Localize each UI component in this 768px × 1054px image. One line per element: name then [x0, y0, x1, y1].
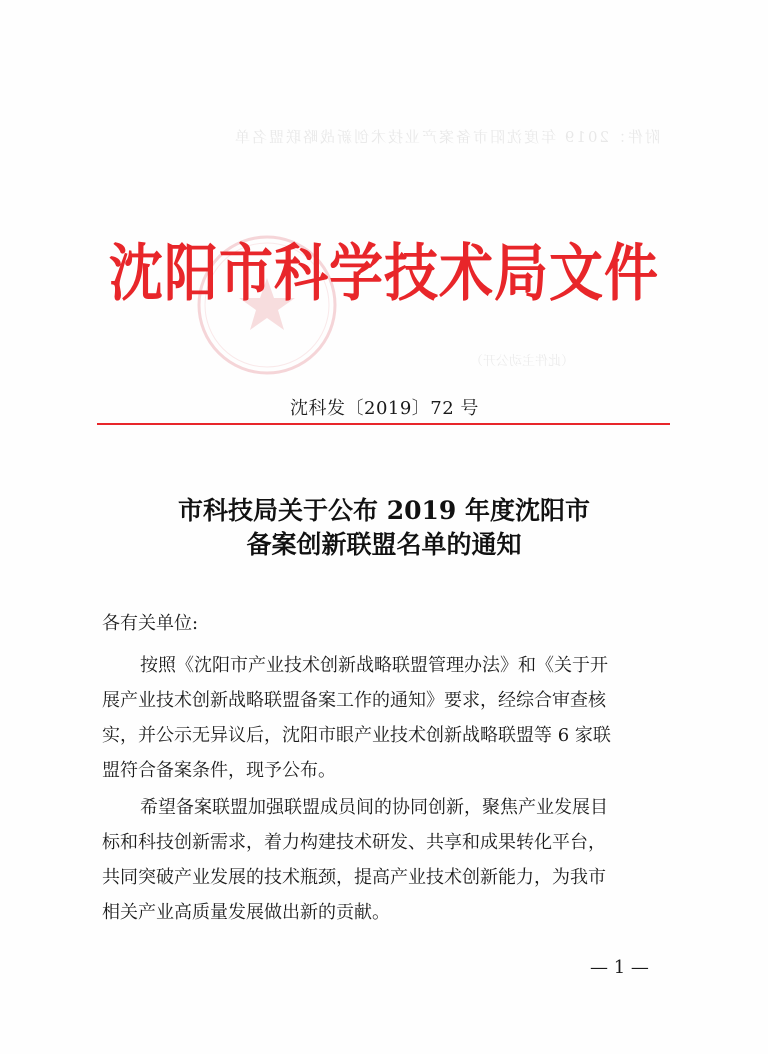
- paragraph-line: 展产业技术创新战略联盟备案工作的通知》要求，经综合审查核: [102, 690, 606, 711]
- notice-title-line1: 市科技局关于公布 2019 年度沈阳市: [178, 496, 590, 525]
- paragraph-line: 希望备案联盟加强联盟成员间的协同创新，聚焦产业发展目: [140, 797, 608, 818]
- bleed-through-text-2: （此件主动公开）: [470, 354, 575, 369]
- paragraph-line: 共同突破产业发展的技术瓶颈，提高产业技术创新能力，为我市: [102, 867, 606, 888]
- paragraph-line: 实，并公示无异议后，沈阳市眼产业技术创新战略联盟等 6 家联: [102, 725, 611, 746]
- page-number: — 1 —: [590, 957, 649, 978]
- issuer-title: 沈阳市科学技术局文件: [109, 237, 659, 310]
- red-divider: [97, 423, 670, 425]
- notice-title-line2: 备案创新联盟名单的通知: [246, 530, 522, 559]
- paragraph-1: [102, 648, 672, 788]
- notice-title: [96, 494, 672, 562]
- paragraph-line: 标和科技创新需求，着力构建技术研发、共享和成果转化平台，: [102, 832, 606, 853]
- paragraph-line: 按照《沈阳市产业技术创新战略联盟管理办法》和《关于开: [140, 655, 608, 676]
- salutation: 各有关单位:: [102, 613, 199, 634]
- paragraph-2: [102, 790, 672, 930]
- bleed-through-text: 附件：2019 年度沈阳市备案产业技术创新战略联盟名单: [233, 128, 660, 146]
- document-number: 沈科发〔2019〕72 号: [290, 398, 479, 419]
- paragraph-line: 相关产业高质量发展做出新的贡献。: [102, 902, 390, 923]
- paragraph-line: 盟符合备案条件，现予公布。: [102, 760, 336, 781]
